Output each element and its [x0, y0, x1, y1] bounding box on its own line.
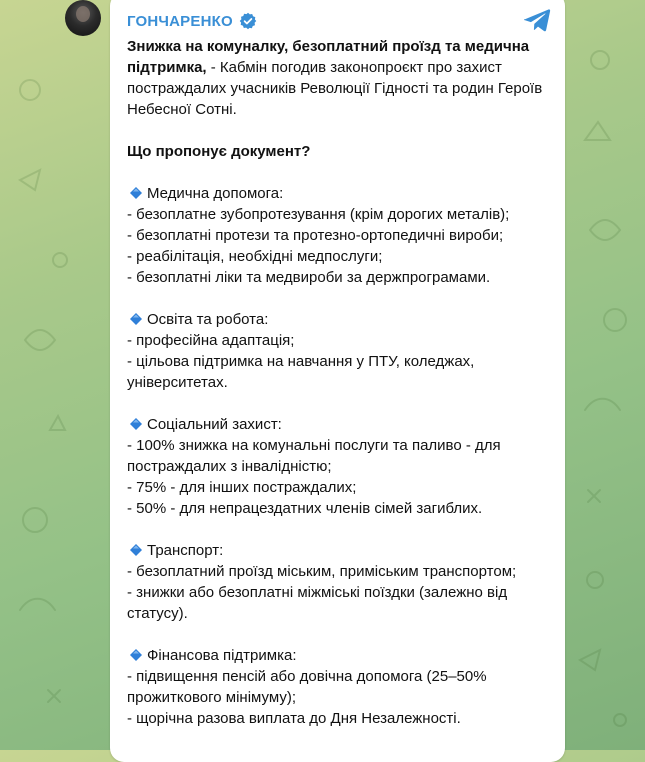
- list-item: - 100% знижка на комунальні послуги та паливо - для постраждалих з інвалідністю;: [127, 437, 501, 475]
- list-item: - щорічна разова виплата до Дня Незалежності.: [127, 710, 461, 727]
- list-item: - знижки або безоплатні міжміські поїздки (залежно від статусу).: [127, 584, 508, 622]
- section-title: Освіта та робота:: [127, 309, 552, 330]
- blue-diamond-icon: [130, 649, 142, 661]
- blue-diamond-icon: [130, 187, 142, 199]
- headline-rest: - Кабмін погодив законопроєкт про захист постраждалих учасників Революції Гідності та родин Героїв Небесної Сотні.: [127, 59, 543, 118]
- list-item: - безоплатні протези та протезно-ортопедичні вироби;: [127, 227, 504, 244]
- blue-diamond-icon: [130, 544, 142, 556]
- list-item: - підвищення пенсій або довічна допомога (25–50% прожиткового мінімуму);: [127, 668, 487, 706]
- section-medical: [127, 183, 552, 288]
- list-item: - професійна адаптація;: [127, 332, 295, 349]
- section-education: [127, 309, 552, 393]
- section-title: Фінансова підтримка:: [127, 645, 552, 666]
- headline: [127, 36, 552, 120]
- section-financial: [127, 645, 552, 729]
- section-title: Транспорт:: [127, 540, 552, 561]
- list-item: - безоплатні ліки та медвироби за держпрограмами.: [127, 269, 491, 286]
- blue-diamond-icon: [130, 313, 142, 325]
- question-heading: Що пропонує документ?: [127, 143, 311, 160]
- list-item: - реабілітація, необхідні медпослуги;: [127, 248, 383, 265]
- list-item: - 75% - для інших постраждалих;: [127, 479, 357, 496]
- section-transport: [127, 540, 552, 624]
- list-item: - безоплатний проїзд міським, приміським транспортом;: [127, 563, 517, 580]
- list-item: - цільова підтримка на навчання у ПТУ, коледжах, університетах.: [127, 353, 475, 391]
- section-title: Медична допомога:: [127, 183, 552, 204]
- blue-diamond-icon: [130, 418, 142, 430]
- message-text: [127, 36, 552, 729]
- section-title: Соціальний захист:: [127, 414, 552, 435]
- telegram-plane-icon[interactable]: [523, 6, 551, 34]
- verified-badge-icon: [239, 12, 257, 30]
- channel-name[interactable]: ГОНЧАРЕНКО: [127, 12, 233, 30]
- message-bubble: [110, 0, 565, 762]
- channel-avatar[interactable]: [65, 0, 101, 36]
- message-header: [127, 6, 551, 36]
- section-social: [127, 414, 552, 519]
- list-item: - безоплатне зубопротезування (крім дорогих металів);: [127, 206, 510, 223]
- list-item: - 50% - для непрацездатних членів сімей загиблих.: [127, 500, 483, 517]
- headline-bold: Знижка на комуналку, безоплатний проїзд та медична підтримка,: [127, 38, 530, 76]
